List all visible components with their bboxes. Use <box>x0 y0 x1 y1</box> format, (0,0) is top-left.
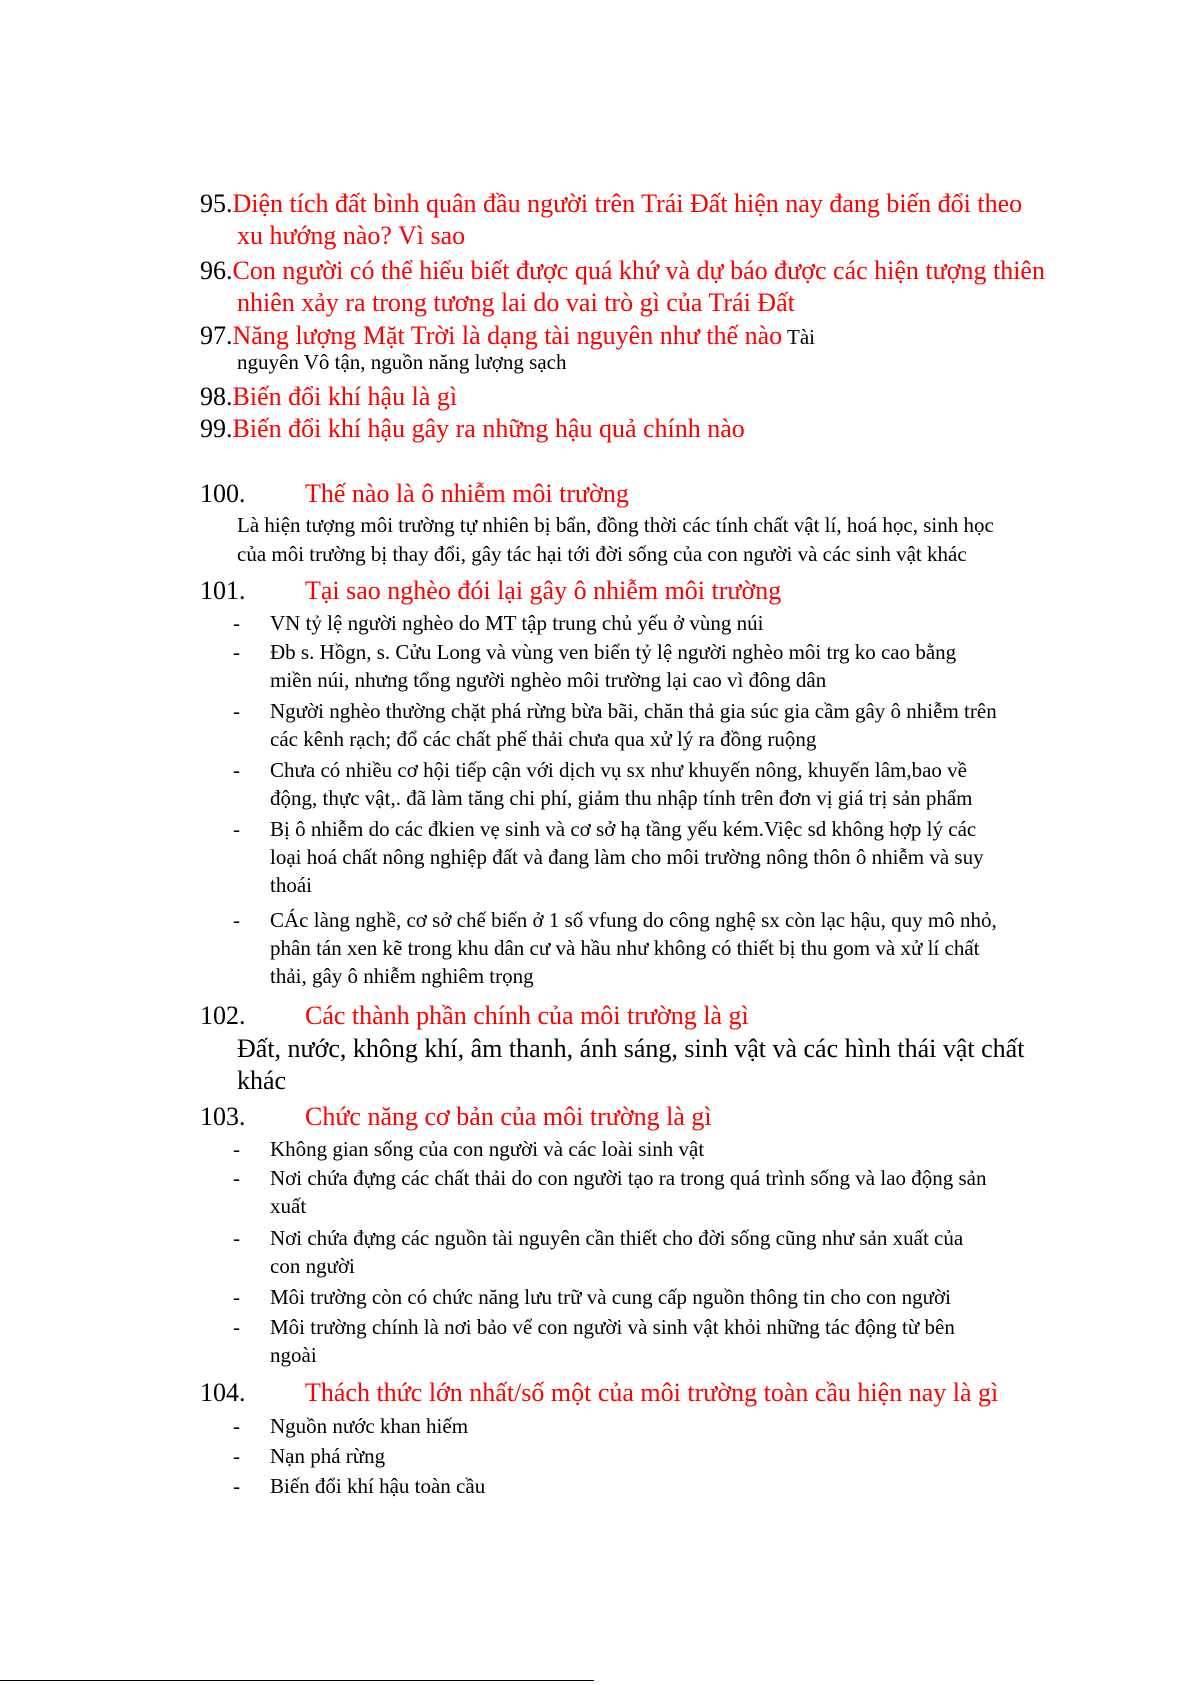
bullet-dash: - <box>233 1414 240 1438</box>
question-number: 96. <box>200 256 233 285</box>
bullet-text: các kênh rạch; đổ các chất phế thải chưa qua xử lý ra đồng ruộng <box>270 727 817 751</box>
bullet-dash: - <box>233 611 240 635</box>
question-number: 103. <box>200 1102 246 1131</box>
question-text: Năng lượng Mặt Trời là dạng tài nguyên như thế nào <box>232 321 783 350</box>
bullet-text: Nơi chứa đựng các chất thải do con người tạo ra trong quá trình sống và lao động sản <box>270 1166 987 1190</box>
bullet-dash: - <box>233 640 240 664</box>
bullet-dash: - <box>233 699 240 723</box>
bullet-text: xuất <box>270 1194 307 1218</box>
bullet-text: con người <box>270 1254 355 1278</box>
question-number: 97. <box>200 321 233 350</box>
bullet-text: Nguồn nước khan hiếm <box>270 1414 469 1438</box>
question-number: 95. <box>200 189 233 218</box>
bullet-item <box>233 1472 1093 1500</box>
bullet-text: phân tán xen kẽ trong khu dân cư và hầu như không có thiết bị thu gom và xử lí chất <box>270 936 980 960</box>
answer-line: Đất, nước, không khí, âm thanh, ánh sáng, sinh vật và các hình thái vật chất <box>237 1034 1025 1063</box>
answer-102 <box>237 1033 1097 1097</box>
bullet-text: Môi trường còn có chức năng lưu trữ và cung cấp nguồn thông tin cho con người <box>270 1285 951 1309</box>
answer-97-continued: nguyên Vô tận, nguồn năng lượng sạch <box>237 350 567 374</box>
bullet-dash: - <box>233 908 240 932</box>
bullet-text: Người nghèo thường chặt phá rừng bừa bãi, chăn thả gia súc gia cầm gây ô nhiễm trên <box>270 699 997 723</box>
bullet-dash: - <box>233 758 240 782</box>
bullet-text: Chưa có nhiều cơ hội tiếp cận với dịch vụ sx như khuyến nông, khuyến lâm,bao về <box>270 758 967 782</box>
question-number: 98. <box>200 382 233 411</box>
bullet-item <box>233 1224 1093 1280</box>
question-98 <box>200 381 1100 413</box>
bullet-item <box>233 1412 1093 1440</box>
question-text: Con người có thể hiểu biết được quá khứ và dự báo được các hiện tượng thiên <box>232 256 1045 285</box>
question-96 <box>200 255 1100 319</box>
footer-divider <box>0 1680 594 1681</box>
question-text: Biến đổi khí hậu là gì <box>232 382 458 411</box>
question-99 <box>200 413 1100 445</box>
bullet-text: ngoài <box>270 1343 317 1367</box>
question-text: Tại sao nghèo đói lại gây ô nhiễm môi trường <box>305 576 782 605</box>
question-text-continued: xu hướng nào? Vì sao <box>237 221 466 250</box>
answer-text: Tài <box>782 325 815 349</box>
question-text: Các thành phần chính của môi trường là gì <box>305 1001 749 1030</box>
bullet-item <box>233 1442 1093 1470</box>
question-number: 104. <box>200 1378 246 1407</box>
bullet-dash: - <box>233 1474 240 1498</box>
question-100 <box>200 478 1100 510</box>
bullet-dash: - <box>233 1226 240 1250</box>
question-number: 102. <box>200 1001 246 1030</box>
bullet-item <box>233 638 1093 694</box>
bullet-item <box>233 697 1093 753</box>
question-text: Thế nào là ô nhiễm môi trường <box>305 479 629 508</box>
bullet-text: loại hoá chất nông nghiệp đất và đang làm cho môi trường nông thôn ô nhiễm và suy <box>270 845 984 869</box>
bullet-text: thoái <box>270 873 312 897</box>
bullet-text: CÁc làng nghề, cơ sở chế biến ở 1 số vfung do công nghệ sx còn lạc hậu, quy mô nhỏ, <box>270 908 997 932</box>
answer-line: Là hiện tượng môi trường tự nhiên bị bẩn, đồng thời các tính chất vật lí, hoá học, sinh học <box>237 513 994 537</box>
question-103 <box>200 1101 1100 1133</box>
question-text: Diện tích đất bình quân đầu người trên Trái Đất hiện nay đang biến đổi theo <box>232 189 1023 218</box>
bullet-dash: - <box>233 817 240 841</box>
bullet-text: Không gian sống của con người và các loài sinh vật <box>270 1137 705 1161</box>
bullet-dash: - <box>233 1137 240 1161</box>
bullet-item <box>233 906 1093 990</box>
answer-100 <box>237 511 1097 569</box>
bullet-dash: - <box>233 1315 240 1339</box>
bullet-text: Biến đổi khí hậu toàn cầu <box>270 1474 486 1498</box>
bullet-item <box>233 1164 1093 1220</box>
bullet-item <box>233 1135 1093 1163</box>
bullet-text: VN tỷ lệ người nghèo do MT tập trung chủ yếu ở vùng núi <box>270 611 764 635</box>
bullet-text: động, thực vật,. đã làm tăng chi phí, giảm thu nhập tính trên đơn vị giá trị sản phẩm <box>270 786 973 810</box>
bullet-text: Đb s. Hồgn, s. Cửu Long và vùng ven biển tỷ lệ người nghèo môi trg ko cao bằng <box>270 640 957 664</box>
bullet-item <box>233 815 1093 899</box>
question-102 <box>200 1000 1100 1032</box>
question-101 <box>200 575 1100 607</box>
bullet-item <box>233 1283 1093 1311</box>
bullet-dash: - <box>233 1444 240 1468</box>
bullet-text: thải, gây ô nhiễm nghiêm trọng <box>270 964 534 988</box>
question-number: 100. <box>200 479 246 508</box>
bullet-item <box>233 1313 1093 1369</box>
bullet-text: miền núi, nhưng tổng người nghèo môi trường lại cao vì đông dân <box>270 668 827 692</box>
bullet-item <box>233 609 1093 637</box>
bullet-text: Nạn phá rừng <box>270 1444 386 1468</box>
question-number: 101. <box>200 576 246 605</box>
question-number: 99. <box>200 414 233 443</box>
question-text: Thách thức lớn nhất/số một của môi trường toàn cầu hiện nay là gì <box>305 1378 999 1407</box>
bullet-item <box>233 756 1093 812</box>
bullet-dash: - <box>233 1285 240 1309</box>
question-95 <box>200 188 1100 252</box>
question-text: Chức năng cơ bản của môi trường là gì <box>305 1102 712 1131</box>
question-text-continued: nhiên xảy ra trong tương lai do vai trò gì của Trái Đất <box>237 288 795 317</box>
bullet-text: Bị ô nhiễm do các đkien vẹ sinh và cơ sở hạ tầng yếu kém.Việc sd không hợp lý các <box>270 817 977 841</box>
bullet-dash: - <box>233 1166 240 1190</box>
question-text: Biến đổi khí hậu gây ra những hậu quả chính nào <box>232 414 745 443</box>
answer-line: của môi trường bị thay đổi, gây tác hại tới đời sống của con người và các sinh vật khác <box>237 542 967 566</box>
answer-line: khác <box>237 1066 287 1095</box>
bullet-text: Nơi chứa đựng các nguồn tài nguyên cần thiết cho đời sống cũng như sản xuất của <box>270 1226 964 1250</box>
bullet-text: Môi trường chính là nơi bảo vể con người và sinh vật khỏi những tác động từ bên <box>270 1315 955 1339</box>
question-104 <box>200 1377 1100 1409</box>
